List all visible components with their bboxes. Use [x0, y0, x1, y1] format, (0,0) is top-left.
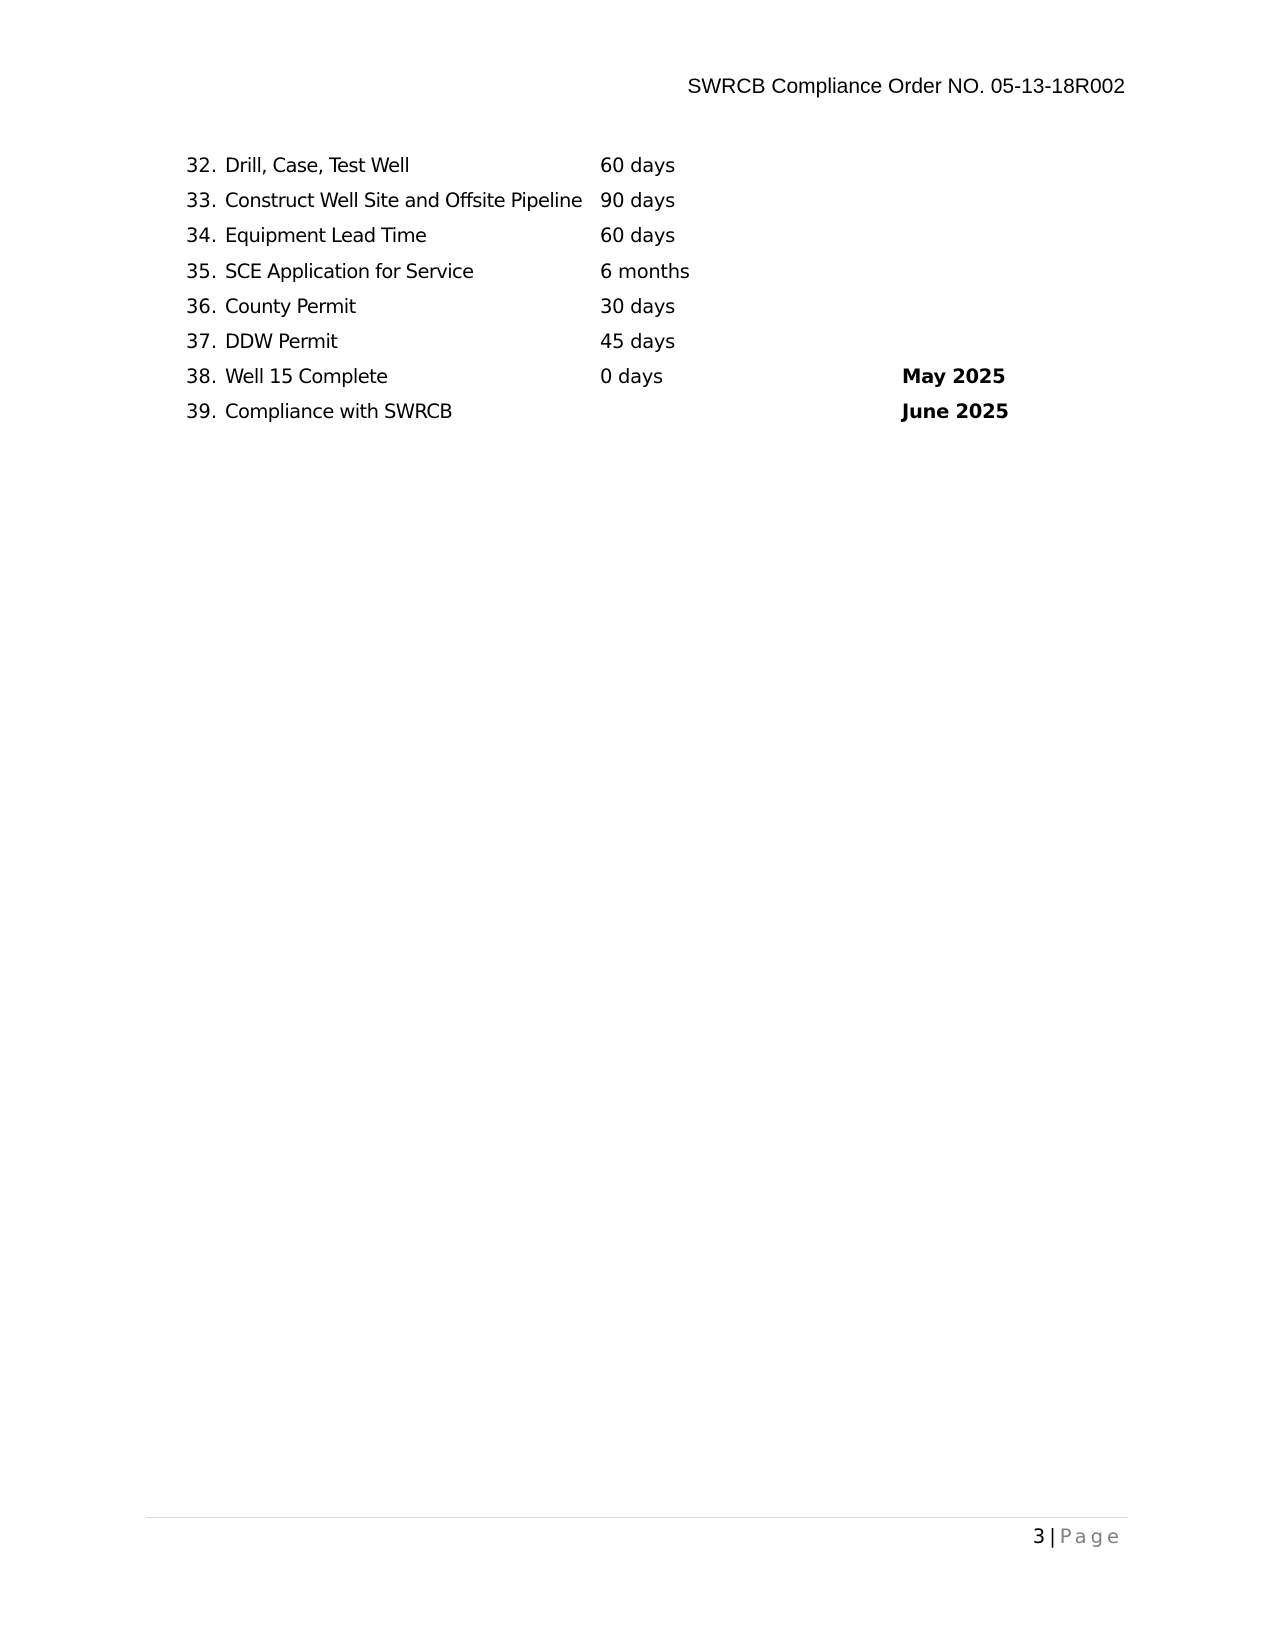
item-number: 33. [186, 189, 218, 213]
item-number: 37. [186, 329, 218, 353]
task-name: DDW Permit [225, 329, 338, 353]
task-duration: 6 months [600, 259, 690, 283]
list-item [186, 394, 1036, 429]
item-number: 32. [186, 154, 218, 177]
task-name: County Permit [225, 294, 356, 318]
footer-separator: | [1049, 1525, 1056, 1548]
document-reference-header: SWRCB Compliance Order NO. 05-13-18R002 [687, 75, 1125, 98]
task-duration: 60 days [600, 154, 675, 177]
task-duration: 30 days [600, 294, 675, 318]
list-item [186, 324, 1036, 359]
task-duration: 60 days [600, 224, 675, 248]
page-number: 3 [1032, 1525, 1046, 1548]
list-item [186, 148, 1036, 183]
task-name: Construct Well Site and Offsite Pipeline [225, 189, 583, 213]
task-name: Equipment Lead Time [225, 224, 427, 248]
task-name: SCE Application for Service [225, 259, 474, 283]
footer-divider [146, 1517, 1128, 1518]
task-date: May 2025 [902, 365, 1006, 389]
item-number: 38. [186, 365, 218, 389]
item-number: 34. [186, 224, 218, 248]
item-number: 39. [186, 400, 218, 424]
item-number: 36. [186, 294, 218, 318]
item-number: 35. [186, 259, 218, 283]
list-item [186, 289, 1036, 324]
task-name: Drill, Case, Test Well [225, 154, 410, 177]
task-date: June 2025 [902, 400, 1009, 424]
task-duration: 0 days [600, 365, 663, 389]
task-duration: 45 days [600, 329, 675, 353]
list-item [186, 183, 1036, 218]
schedule-list [186, 148, 1036, 430]
task-duration: 90 days [600, 189, 675, 213]
page-footer [900, 1520, 1123, 1554]
task-name: Compliance with SWRCB [225, 400, 453, 424]
list-item [186, 254, 1036, 289]
list-item [186, 218, 1036, 253]
task-name: Well 15 Complete [225, 365, 388, 389]
page-label: Page [1059, 1525, 1123, 1548]
list-item [186, 359, 1036, 394]
